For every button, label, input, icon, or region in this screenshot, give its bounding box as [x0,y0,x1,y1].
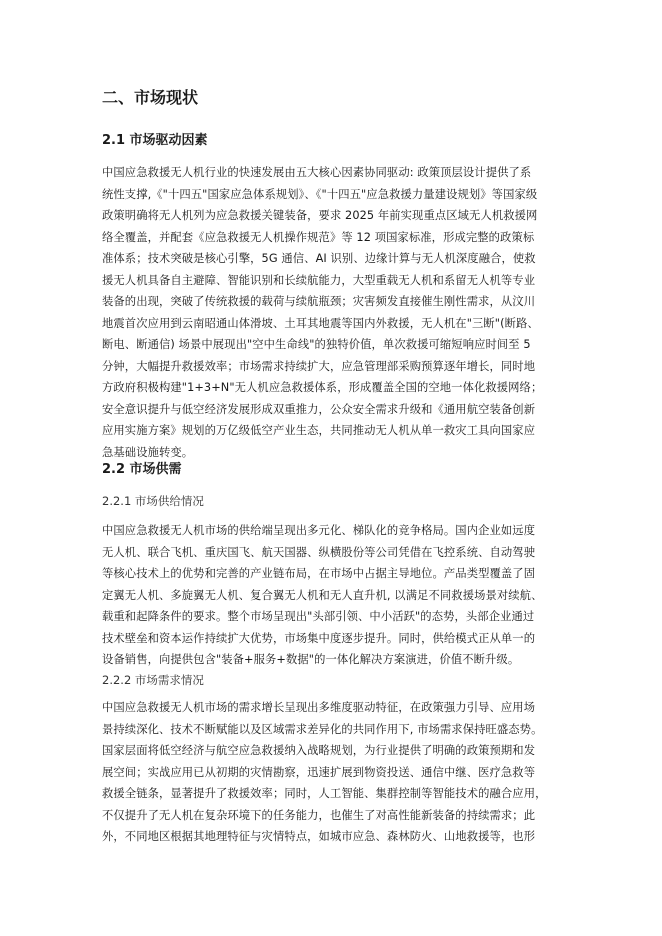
text-line: 援无人机具备自主避障、智能识别和长续航能力，大型重载无人机和系留无人机等专业 [102,273,536,287]
text-line: 中国应急救援无人机市场的供给端呈现出多元化、梯队化的竞争格局。国内企业如远度 [102,524,536,537]
text-line: 中国应急救援无人机市场的需求增长呈现出多维度驱动特征，在政策强力引导、应用场 [102,701,536,714]
text-line: 准体系；技术突破是核心引擎，5G 通信、AI 识别、边缘计算与无人机深度融合，使救 [102,252,536,265]
heading-2-2-2: 2.2.2 市场需求情况 [102,673,204,687]
text-line: 安全意识提升与低空经济发展形成双重推力，公众安全需求升级和《通用航空装备创新 [102,402,536,416]
text-line: 等核心技术上的优势和完善的产业链布局，在市场中占据主导地位。产品类型覆盖了固 [102,567,536,580]
section-title: 二、市场现状 [102,88,199,107]
text-line: 络全覆盖，并配套《应急救援无人机操作规范》等 12 项国家标准，形成完整的政策标 [102,230,535,244]
text-line: 无人机、联合飞机、重庆国飞、航天国器、纵横股份等公司凭借在飞控系统、自动驾驶 [102,545,536,559]
text-line: 应用实施方案》规划的万亿级低空产业生态，共同推动无人机从单一救灾工具向国家应 [102,424,536,437]
text-line: 外，不同地区根据其地理特征与灾情特点，如城市应急、森林防火、山地救援等，也形 [102,830,536,843]
text-line: 政策明确将无人机列为应急救援关键装备，要求 2025 年前实现重点区域无人机救援网 [102,209,538,222]
text-line: 展空间；实战应用已从初期的灾情勘察，迅速扩展到物资投送、通信中继、医疗急救等 [102,765,536,779]
heading-2-2: 2.2 市场供需 [102,462,182,477]
heading-2-1: 2.1 市场驱动因素 [102,133,208,148]
text-line: 方政府积极构建"1+3+N"无人机应急救援体系，形成覆盖全国的空地一体化救援网络； [102,381,543,394]
text-line: 载重和起降条件的要求。整个市场呈现出"头部引领、中小活跃"的态势，头部企业通过 [102,610,535,623]
paragraph-supply [102,520,562,671]
text-line: 中国应急救援无人机行业的快速发展由五大核心因素协同驱动: 政策顶层设计提供了系 [102,166,532,179]
text-line: 设备销售，向提供包含"装备+服务+数据"的一体化解决方案演进，价值不断升级。 [102,653,520,666]
paragraph-drivers [102,162,562,463]
text-line: 景持续深化、技术不断赋能以及区域需求差异化的共同作用下, 市场需求保持旺盛态势。 [102,722,543,736]
text-line: 定翼无人机、多旋翼无人机、复合翼无人机和无人直升机, 以满足不同救援场景对续航、 [102,588,543,602]
heading-2-2-1: 2.2.1 市场供给情况 [102,494,204,508]
text-line: 救援全链条，显著提升了救援效率；同时，人工智能、集群控制等智能技术的融合应用， [102,787,547,800]
text-line: 急基础设施转变。 [102,445,194,459]
text-line: 装备的出现，突破了传统救援的载荷与续航瓶颈；灾害频发直接催生刚性需求，从汶川 [102,295,536,308]
text-line: 统性支撑,《"十四五"国家应急体系规划》、《"十四五"应急救援力量建设规划》等国家级 [102,187,538,201]
text-line: 断电、断通信) 场景中展现出"空中生命线"的独特价值，单次救援可缩短响应时间至 5 [102,338,531,351]
text-line: 技术壁垒和资本运作持续扩大优势，市场集中度逐步提升。同时，供给模式正从单一的 [102,631,536,645]
text-line: 国家层面将低空经济与航空应急救援纳入战略规划，为行业提供了明确的政策预期和发 [102,744,536,757]
text-line: 不仅提升了无人机在复杂环境下的任务能力，也催生了对高性能新装备的持续需求；此 [102,808,536,822]
paragraph-demand [102,697,562,848]
text-line: 地震首次应用到云南昭通山体滑坡、土耳其地震等国内外救援，无人机在"三断"(断路、 [102,316,539,330]
text-line: 分钟，大幅提升救援效率；市场需求持续扩大，应急管理部采购预算逐年增长，同时地 [102,359,536,373]
